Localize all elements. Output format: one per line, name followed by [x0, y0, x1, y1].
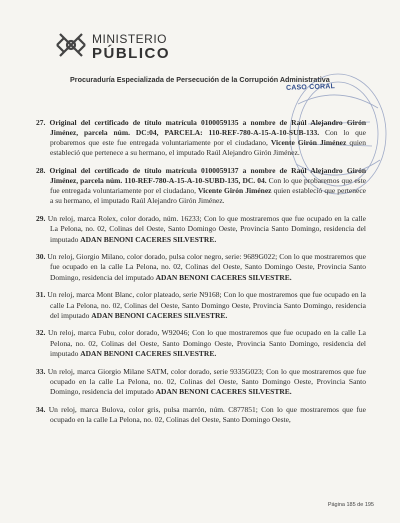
item-number: 32. [36, 328, 46, 338]
document-subtitle: Procuraduría Especializada de Persecución de la Corrupción Administrativa [70, 75, 330, 84]
ministerio-publico-logo [54, 28, 204, 72]
item-number: 31. [36, 290, 46, 300]
list-item [30, 252, 366, 283]
item-bold-name: Vicente Girón Jiménez [198, 186, 272, 196]
item-bold-name: ADAN BENONI CACERES SILVESTRE. [155, 386, 292, 396]
item-text: Un reloj, marca Fubu, color dorado, W92046; Con lo que mostraremos que fue ocupado en la calle La Pelona, no. 02, Colinas del Oeste, Santo Domingo Oeste, Provincia Santo Domingo, residencia del imputado [47, 328, 366, 358]
item-text: Con lo que probaremos que este fue entregada voluntariamente por el ciudadano, [50, 127, 366, 147]
page-number: Página 185 de 195 [327, 502, 374, 508]
logo-line-1: MINISTERIO [92, 32, 168, 46]
item-bold-lead: Original del certificado de título matrícula 0100059135 a nombre de Raúl Alejandro Girón Jiménez, parcela núm. DC:04, PARCELA: 110-REF-780-A-15-A-10-SUB-133. [49, 117, 366, 137]
item-text: Un reloj, marca Mont Blanc, color plateado, serie N9168; Con lo que mostraremos que fue ocupado en la calle La Pelona, no. 02, Colinas del Oeste, Santo Domingo Oeste, Provincia Santo Domingo, residencia del imputado [47, 290, 366, 320]
list-item [30, 405, 366, 425]
item-text: Un reloj, marca Bulova, color gris, pulsa marrón, núm. C877851; Con lo que mostraremos que fue ocupado en la calle La Pelona, no. 02, Colinas del Oeste, Santo Domingo Oeste, [48, 404, 366, 424]
logo-line-2: PÚBLICO [92, 45, 170, 62]
item-text-end: quien estableció que pertenece a su hermano, el imputado Raúl Alejandro Girón Jiménez. [50, 137, 366, 158]
item-number: 30. [36, 252, 46, 262]
item-text: Un reloj, Giorgio Milano, color dorado, pulsa color negro, serie: 9689G022; Con lo que mostraremos que fue ocupado en la calle La Pelona, no. 02, Colinas del Oeste, Santo Domingo Oeste, Provincia Santo Domingo, residencia del imputado [47, 252, 367, 282]
list-item [30, 290, 366, 321]
item-number: 29. [36, 214, 46, 224]
item-text: Un reloj, marca Rolex, color dorado, núm. 16233; Con lo que mostraremos que fue ocupado en la calle La Pelona, no. 02, Colinas del Oeste, Santo Domingo Oeste, Provincia Santo Domingo, residencia del imputado [47, 214, 366, 244]
item-number: 33. [36, 366, 46, 376]
item-number: 27. [36, 117, 46, 127]
list-item [30, 214, 366, 245]
list-item [30, 118, 366, 159]
item-text-end: quien estableció que pertenece a su hermano, el imputado Raúl Alejandro Girón Jiménez. [50, 186, 366, 206]
item-bold-name: Vicente Girón Jiménez [270, 137, 347, 147]
list-item [30, 328, 366, 359]
item-bold-name: ADAN BENONI CACERES SILVESTRE. [91, 310, 228, 320]
item-number: 28. [36, 165, 46, 175]
item-text: Un reloj, marca Giorgio Milane SATM, color dorado, serie 9335G023; Con lo que mostraremos que fue ocupado en la calle La Pelona, no. 02, Colinas del Oeste, Santo Domingo Oeste, Provincia Santo Domingo, residencia del imputado [47, 366, 366, 396]
stamp-label: CASO CORAL [285, 83, 336, 92]
item-number: 34. [36, 404, 46, 414]
item-bold-lead: Original del certificado de título matrícula 0100059137 a nombre de Raúl Alejandro Girón Jiménez, parcela núm. 110-REF-780-A-15-A-10-SUBD-135, DC. 04. [49, 165, 366, 186]
item-bold-name: ADAN BENONI CACERES SILVESTRE. [80, 234, 217, 244]
logo-knot-icon [54, 28, 88, 62]
list-item [30, 367, 366, 398]
item-bold-name: ADAN BENONI CACERES SILVESTRE. [80, 348, 217, 358]
item-text: Con lo que probaremos que este fue entregada voluntariamente por el ciudadano, [50, 176, 366, 196]
list-item [30, 166, 366, 207]
item-bold-name: ADAN BENONI CACERES SILVESTRE. [155, 272, 292, 282]
evidence-list [30, 110, 366, 432]
